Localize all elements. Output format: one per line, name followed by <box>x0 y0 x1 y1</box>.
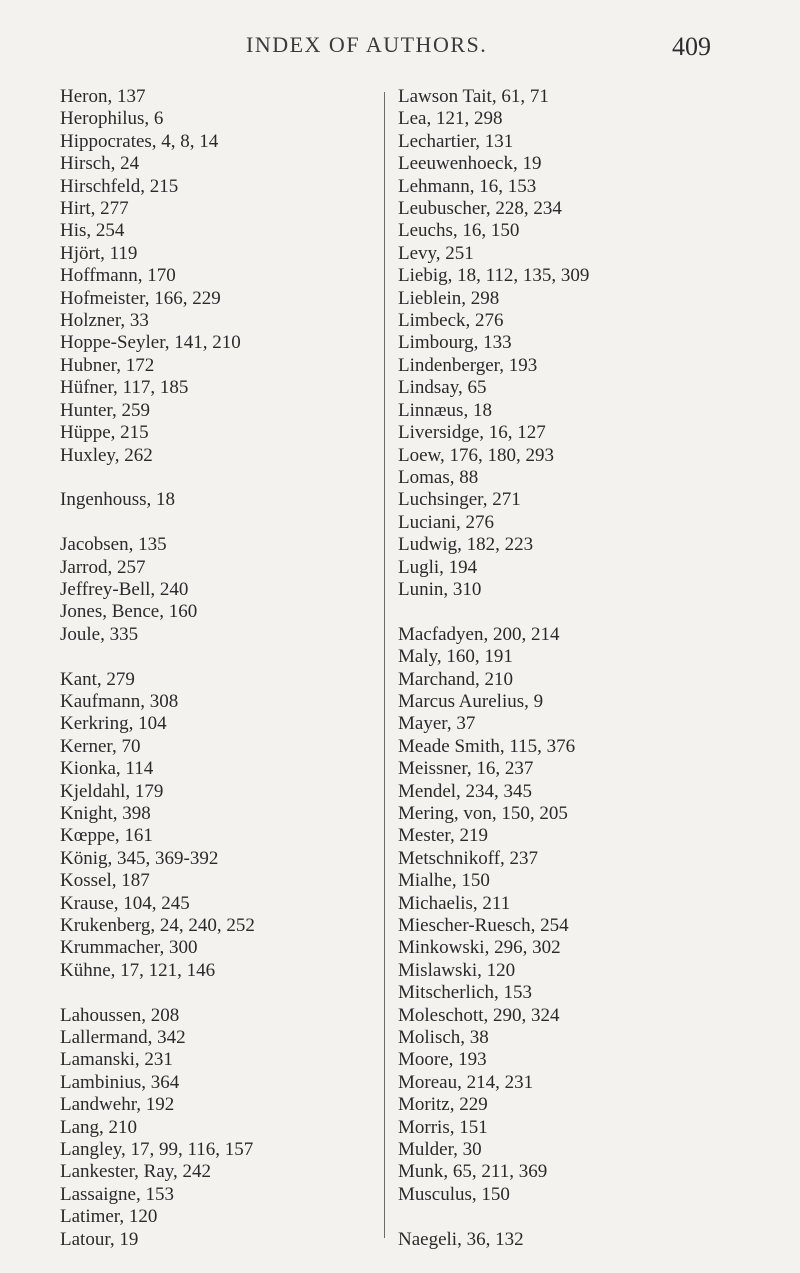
index-entry: Ingenhouss, 18 <box>60 489 176 511</box>
index-entry: Limbourg, 133 <box>398 332 512 354</box>
index-entry: Lambinius, 364 <box>60 1071 180 1093</box>
index-letter-group <box>398 624 758 1207</box>
index-entry: Lahoussen, 208 <box>60 1004 180 1026</box>
index-entry: Michaelis, 211 <box>398 892 511 914</box>
index-entry: Lang, 210 <box>60 1116 138 1138</box>
index-entry: Mendel, 234, 345 <box>398 780 533 802</box>
index-entry: Latimer, 120 <box>60 1206 158 1228</box>
index-entry: Meade Smith, 115, 376 <box>398 735 576 757</box>
index-entry: Lawson Tait, 61, 71 <box>398 86 549 107</box>
index-entry: Mayer, 37 <box>398 713 476 735</box>
index-entry: Lea, 121, 298 <box>398 108 503 130</box>
index-entry: Heron, 137 <box>60 86 146 107</box>
index-entry: Kjeldahl, 179 <box>60 780 164 802</box>
index-entry: Metschnikoff, 237 <box>398 847 539 869</box>
index-entry: Holzner, 33 <box>60 310 149 332</box>
index-entry: Luchsinger, 271 <box>398 489 521 511</box>
index-entry: His, 254 <box>60 220 125 242</box>
index-entry: Hjört, 119 <box>60 242 138 264</box>
index-entry: Lassaigne, 153 <box>60 1183 174 1205</box>
index-entry: Kionka, 114 <box>60 758 154 780</box>
index-entry: Hofmeister, 166, 229 <box>60 287 221 309</box>
index-entry: Levy, 251 <box>398 242 474 264</box>
index-entry: Leeuwenhoeck, 19 <box>398 153 542 175</box>
index-letter-group <box>60 534 380 646</box>
index-entry: Naegeli, 36, 132 <box>398 1228 524 1250</box>
index-entry: Jeffrey-Bell, 240 <box>60 578 189 600</box>
running-head: INDEX OF AUTHORS. <box>246 32 488 57</box>
index-entry: Kerkring, 104 <box>60 713 167 735</box>
index-letter-group <box>60 489 380 511</box>
index-entry: Hoffmann, 170 <box>60 265 176 287</box>
index-letter-group <box>60 669 380 983</box>
index-entry: Lallermand, 342 <box>60 1027 186 1048</box>
index-entry: Hirschfeld, 215 <box>60 175 179 197</box>
page-number: 409 <box>672 32 711 61</box>
index-entry: Krummacher, 300 <box>60 937 198 959</box>
index-entry: Joule, 335 <box>60 623 139 645</box>
index-entry: Lehmann, 16, 153 <box>398 175 537 197</box>
index-entry: Herophilus, 6 <box>60 108 164 130</box>
index-entry: Kossel, 187 <box>60 870 150 892</box>
index-entry: Moreau, 214, 231 <box>398 1071 534 1093</box>
index-entry: Moritz, 229 <box>398 1094 488 1116</box>
index-entry: Marchand, 210 <box>398 668 514 690</box>
index-entry: Liversidge, 16, 127 <box>398 422 546 444</box>
index-entry: Hippocrates, 4, 8, 14 <box>60 130 219 152</box>
index-entry: Liebig, 18, 112, 135, 309 <box>398 265 590 287</box>
index-entry: Hunter, 259 <box>60 399 150 421</box>
index-entry: Luciani, 276 <box>398 511 495 533</box>
index-entry: Mering, von, 150, 205 <box>398 802 568 824</box>
index-entry: Landwehr, 192 <box>60 1094 175 1116</box>
index-entry: Macfadyen, 200, 214 <box>398 623 560 645</box>
index-entry: Latour, 19 <box>60 1228 139 1250</box>
index-entry: Jarrod, 257 <box>60 556 146 578</box>
column-divider <box>384 92 385 1238</box>
right-column <box>398 86 758 1273</box>
index-letter-group <box>60 1005 380 1251</box>
index-entry: Meissner, 16, 237 <box>398 758 534 780</box>
index-entry: Hüppe, 215 <box>60 422 149 444</box>
index-entry: Minkowski, 296, 302 <box>398 937 561 959</box>
index-entry: Kühne, 17, 121, 146 <box>60 959 216 981</box>
index-entry: Mialhe, 150 <box>398 870 490 892</box>
index-entry: Molisch, 38 <box>398 1027 489 1049</box>
index-entry: Lunin, 310 <box>398 578 482 600</box>
index-entry: Mitscherlich, 153 <box>398 982 533 1004</box>
index-entry: Jones, Bence, 160 <box>60 601 198 623</box>
index-entry: Mulder, 30 <box>398 1139 482 1161</box>
index-entry: Musculus, 150 <box>398 1183 510 1205</box>
index-entry: Lamanski, 231 <box>60 1049 173 1071</box>
index-letter-group <box>60 86 380 467</box>
index-entry: Hirsch, 24 <box>60 153 140 175</box>
index-entry: Leuchs, 16, 150 <box>398 220 520 242</box>
index-entry: Huxley, 262 <box>60 444 153 466</box>
index-entry: König, 345, 369-392 <box>60 847 219 869</box>
index-entry: Morris, 151 <box>398 1116 488 1138</box>
index-entry: Lankester, Ray, 242 <box>60 1161 212 1183</box>
index-entry: Ludwig, 182, 223 <box>398 534 534 556</box>
index-entry: Lindenberger, 193 <box>398 354 538 376</box>
index-letter-group <box>398 1229 758 1251</box>
index-entry: Krukenberg, 24, 240, 252 <box>60 914 255 936</box>
index-entry: Langley, 17, 99, 116, 157 <box>60 1139 254 1161</box>
index-entry: Kœppe, 161 <box>60 825 153 847</box>
index-entry: Kaufmann, 308 <box>60 690 179 712</box>
index-entry: Maly, 160, 191 <box>398 646 513 668</box>
index-entry: Munk, 65, 211, 369 <box>398 1161 548 1183</box>
index-entry: Mester, 219 <box>398 825 488 847</box>
index-entry: Limbeck, 276 <box>398 310 504 332</box>
index-entry: Jacobsen, 135 <box>60 534 167 556</box>
index-entry: Leubuscher, 228, 234 <box>398 198 562 220</box>
index-entry: Moore, 193 <box>398 1049 487 1071</box>
index-entry: Lindsay, 65 <box>398 377 487 399</box>
index-entry: Krause, 104, 245 <box>60 892 190 914</box>
index-entry: Hüfner, 117, 185 <box>60 377 189 399</box>
left-column <box>60 86 380 1273</box>
index-entry: Marcus Aurelius, 9 <box>398 690 544 712</box>
index-entry: Hoppe-Seyler, 141, 210 <box>60 332 241 354</box>
index-entry: Lugli, 194 <box>398 556 478 578</box>
index-entry: Knight, 398 <box>60 802 151 824</box>
index-entry: Mislawski, 120 <box>398 959 516 981</box>
index-entry: Lechartier, 131 <box>398 130 514 152</box>
index-entry: Hubner, 172 <box>60 354 155 376</box>
index-letter-group <box>398 86 758 601</box>
index-entry: Moleschott, 290, 324 <box>398 1004 560 1026</box>
index-entry: Hirt, 277 <box>60 198 129 220</box>
index-entry: Kerner, 70 <box>60 735 141 757</box>
index-entry: Kant, 279 <box>60 668 135 690</box>
index-entry: Loew, 176, 180, 293 <box>398 444 555 466</box>
index-entry: Lomas, 88 <box>398 466 479 488</box>
index-entry: Linnæus, 18 <box>398 399 492 421</box>
index-entry: Miescher-Ruesch, 254 <box>398 915 569 937</box>
index-entry: Lieblein, 298 <box>398 287 500 309</box>
